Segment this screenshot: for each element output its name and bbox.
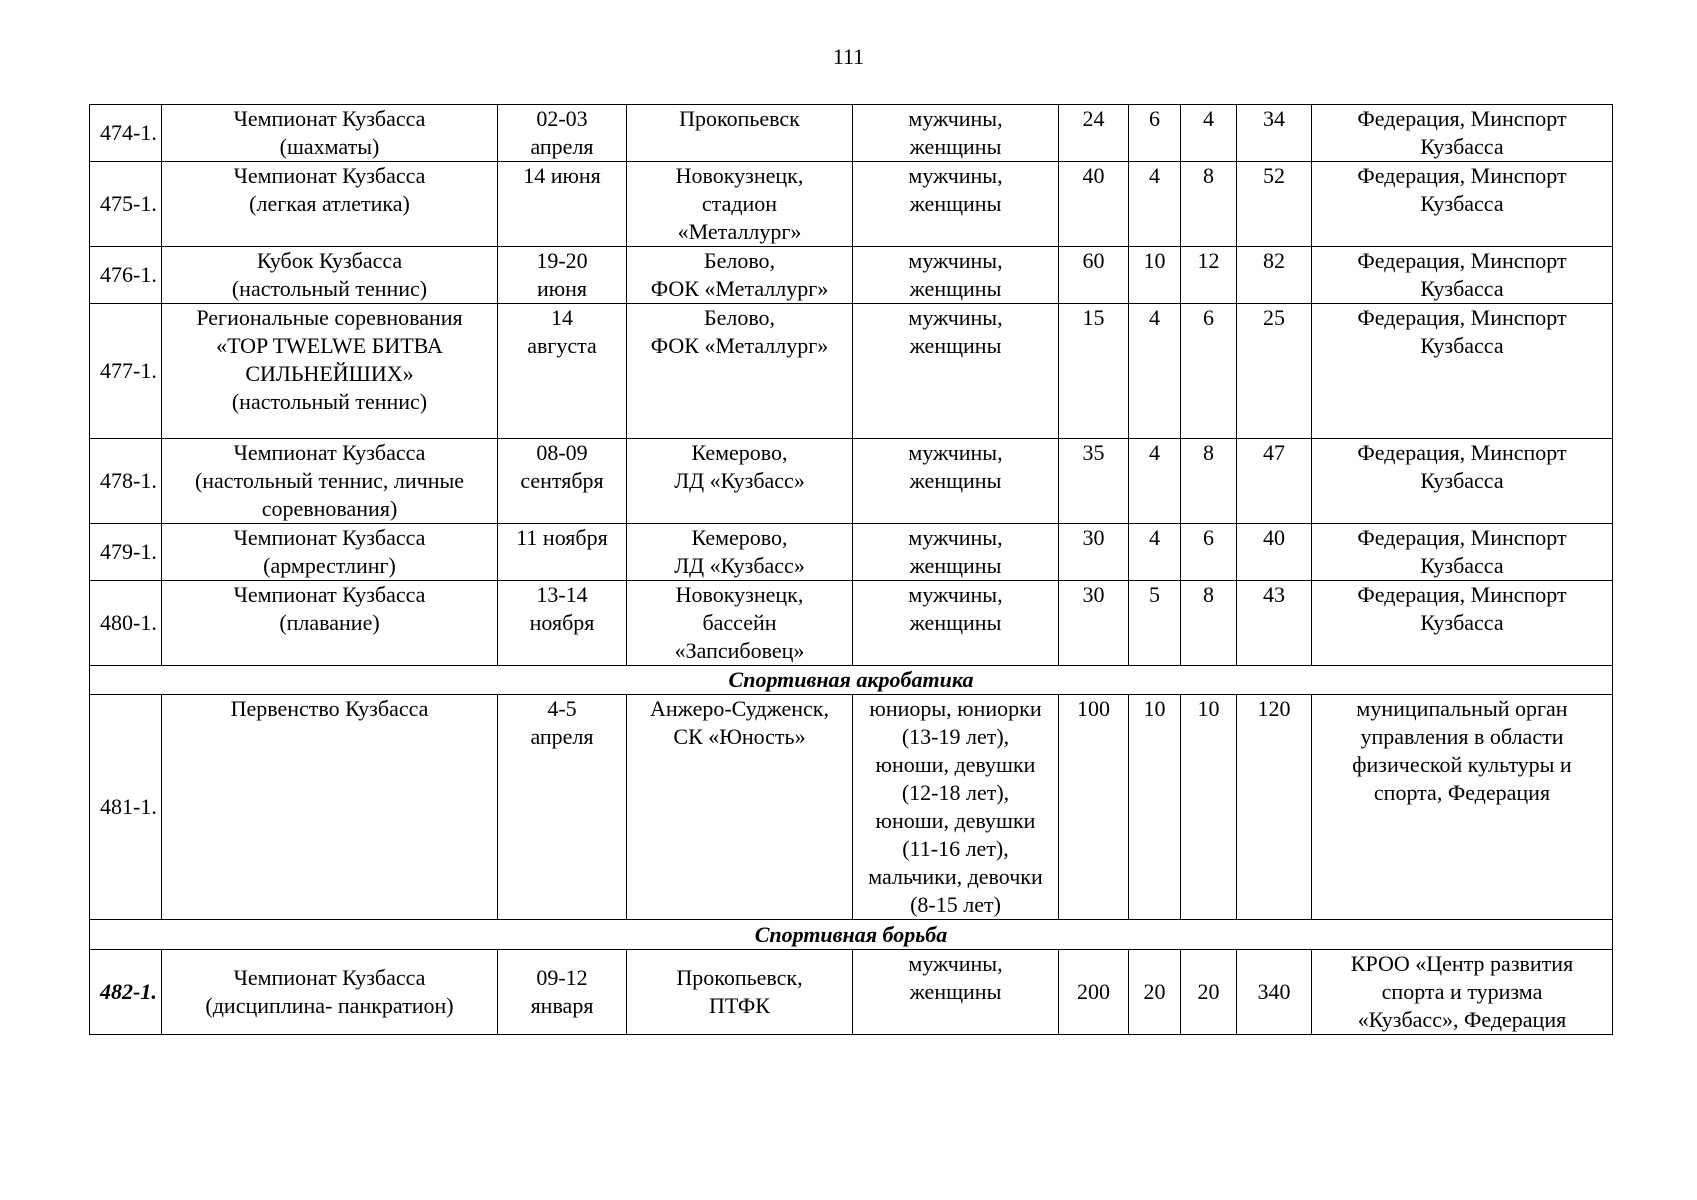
event-participants-cell bbox=[853, 162, 1059, 247]
organizer-line: Кузбасса bbox=[1420, 610, 1504, 635]
event-dates-line: 19-20 bbox=[536, 248, 588, 273]
event-dates-line: августа bbox=[527, 333, 597, 358]
organizer-cell bbox=[1312, 695, 1613, 920]
event-name-line: Первенство Кузбасса bbox=[230, 696, 429, 721]
total-count-cell: 120 bbox=[1237, 695, 1312, 920]
event-name-line: (дисциплина- панкратион) bbox=[205, 993, 454, 1018]
organizer-cell bbox=[1312, 524, 1613, 581]
count-1-cell: 40 bbox=[1059, 162, 1129, 247]
event-place-cell bbox=[627, 439, 853, 524]
page-number: 111 bbox=[832, 44, 865, 69]
organizer-line: Кузбасса bbox=[1420, 191, 1504, 216]
event-participants-line: мужчины, bbox=[908, 582, 1003, 607]
event-dates-cell bbox=[498, 247, 627, 304]
event-participants-line: женщины bbox=[909, 333, 1002, 358]
event-name-line: Чемпионат Кузбасса bbox=[233, 163, 426, 188]
count-2-cell: 6 bbox=[1129, 105, 1181, 162]
events-table bbox=[89, 104, 1613, 1035]
event-dates-line: 02-03 bbox=[536, 106, 588, 131]
event-place-cell bbox=[627, 162, 853, 247]
organizer-cell bbox=[1312, 304, 1613, 439]
count-3-cell: 8 bbox=[1181, 581, 1237, 666]
event-participants-line: женщины bbox=[909, 610, 1002, 635]
table-row bbox=[90, 695, 1613, 920]
event-dates-line: 09-12 bbox=[536, 965, 588, 990]
event-name-cell bbox=[162, 247, 498, 304]
organizer-line: Кузбасса bbox=[1420, 276, 1504, 301]
organizer-cell bbox=[1312, 162, 1613, 247]
event-number-cell: 477-1. bbox=[90, 304, 162, 439]
organizer-line: Федерация, Минспорт bbox=[1357, 248, 1567, 273]
event-participants-line: мужчины, bbox=[908, 106, 1003, 131]
organizer-line: управления в области bbox=[1360, 724, 1564, 749]
count-3-cell: 4 bbox=[1181, 105, 1237, 162]
event-name-cell bbox=[162, 304, 498, 439]
count-1-cell: 24 bbox=[1059, 105, 1129, 162]
event-place-cell bbox=[627, 105, 853, 162]
count-3-cell: 6 bbox=[1181, 524, 1237, 581]
total-count-cell: 34 bbox=[1237, 105, 1312, 162]
event-participants-line: (12-18 лет), bbox=[901, 780, 1010, 805]
total-count-cell: 82 bbox=[1237, 247, 1312, 304]
event-dates-cell bbox=[498, 105, 627, 162]
event-participants-line: мужчины, bbox=[908, 440, 1003, 465]
table-row bbox=[90, 304, 1613, 439]
event-dates-line: ноября bbox=[529, 610, 595, 635]
count-3-cell: 8 bbox=[1181, 439, 1237, 524]
event-name-line: Чемпионат Кузбасса bbox=[233, 965, 426, 990]
event-name-line: Чемпионат Кузбасса bbox=[233, 582, 426, 607]
event-place-line: СК «Юность» bbox=[673, 724, 806, 749]
table-row bbox=[90, 950, 1613, 1035]
event-number-cell: 475-1. bbox=[90, 162, 162, 247]
count-2-cell: 4 bbox=[1129, 304, 1181, 439]
count-1-cell: 200 bbox=[1059, 950, 1129, 1035]
section-header-row bbox=[90, 920, 1613, 950]
count-1-cell: 35 bbox=[1059, 439, 1129, 524]
table-row bbox=[90, 162, 1613, 247]
event-name-cell bbox=[162, 105, 498, 162]
count-2-cell: 5 bbox=[1129, 581, 1181, 666]
table-row bbox=[90, 105, 1613, 162]
event-place-line: ЛД «Кузбасс» bbox=[674, 468, 805, 493]
count-1-cell: 15 bbox=[1059, 304, 1129, 439]
table-row bbox=[90, 247, 1613, 304]
event-name-line: (легкая атлетика) bbox=[249, 191, 410, 216]
organizer-line: спорта, Федерация bbox=[1373, 780, 1551, 805]
organizer-line: Федерация, Минспорт bbox=[1357, 305, 1567, 330]
event-place-cell bbox=[627, 304, 853, 439]
count-1-cell: 30 bbox=[1059, 581, 1129, 666]
organizer-line: Кузбасса bbox=[1420, 134, 1504, 159]
event-participants-line: юноши, девушки bbox=[875, 808, 1036, 833]
event-participants-line: женщины bbox=[909, 276, 1002, 301]
organizer-line: Федерация, Минспорт bbox=[1357, 582, 1567, 607]
event-participants-line: мужчины, bbox=[908, 248, 1003, 273]
event-place-cell bbox=[627, 524, 853, 581]
table-row bbox=[90, 581, 1613, 666]
table-row bbox=[90, 439, 1613, 524]
event-place-line: ПТФК bbox=[709, 993, 770, 1018]
event-dates-line: апреля bbox=[530, 724, 594, 749]
event-place-cell bbox=[627, 581, 853, 666]
event-number-cell: 481-1. bbox=[90, 695, 162, 920]
event-place-line: Прокопьевск bbox=[679, 106, 800, 131]
event-place-line: стадион bbox=[701, 191, 778, 216]
event-participants-line: (13-19 лет), bbox=[901, 724, 1010, 749]
event-participants-line: женщины bbox=[909, 979, 1002, 1004]
event-number-cell: 476-1. bbox=[90, 247, 162, 304]
event-name-line: соревнования) bbox=[261, 496, 398, 521]
organizer-line: Федерация, Минспорт bbox=[1357, 525, 1567, 550]
event-place-line: ФОК «Металлург» bbox=[650, 276, 829, 301]
event-dates-line: 14 июня bbox=[523, 163, 601, 188]
event-place-cell bbox=[627, 695, 853, 920]
event-name-cell bbox=[162, 950, 498, 1035]
event-participants-line: мужчины, bbox=[908, 163, 1003, 188]
count-2-cell: 4 bbox=[1129, 162, 1181, 247]
organizer-cell bbox=[1312, 247, 1613, 304]
event-name-cell bbox=[162, 581, 498, 666]
organizer-cell bbox=[1312, 581, 1613, 666]
event-participants-cell bbox=[853, 581, 1059, 666]
event-number-cell: 480-1. bbox=[90, 581, 162, 666]
event-dates-cell bbox=[498, 162, 627, 247]
event-participants-line: женщины bbox=[909, 553, 1002, 578]
event-participants-cell bbox=[853, 695, 1059, 920]
event-place-line: Кемерово, bbox=[691, 440, 788, 465]
event-name-line: Чемпионат Кузбасса bbox=[233, 525, 426, 550]
total-count-cell: 25 bbox=[1237, 304, 1312, 439]
event-dates-line: апреля bbox=[530, 134, 594, 159]
event-number-cell: 482-1. bbox=[90, 950, 162, 1035]
event-name-line: (настольный теннис) bbox=[231, 276, 428, 301]
event-dates-line: сентября bbox=[520, 468, 604, 493]
event-dates-line: 14 bbox=[551, 305, 573, 330]
count-2-cell: 10 bbox=[1129, 695, 1181, 920]
event-name-line: (армрестлинг) bbox=[263, 553, 396, 578]
event-participants-line: мужчины, bbox=[908, 525, 1003, 550]
count-3-cell: 20 bbox=[1181, 950, 1237, 1035]
count-2-cell: 10 bbox=[1129, 247, 1181, 304]
event-place-line: Белово, bbox=[703, 248, 776, 273]
event-place-line: «Металлург» bbox=[677, 219, 802, 244]
organizer-line: спорта и туризма bbox=[1381, 979, 1543, 1004]
event-participants-line: женщины bbox=[909, 468, 1002, 493]
event-dates-cell bbox=[498, 439, 627, 524]
count-3-cell: 8 bbox=[1181, 162, 1237, 247]
organizer-line: КРОО «Центр развития bbox=[1350, 951, 1574, 976]
event-participants-cell bbox=[853, 439, 1059, 524]
event-name-cell bbox=[162, 439, 498, 524]
organizer-line: физической культуры и bbox=[1352, 752, 1572, 777]
event-name-cell bbox=[162, 162, 498, 247]
event-participants-line: (11-16 лет), bbox=[902, 836, 1009, 861]
event-participants-line: юниоры, юниорки bbox=[869, 696, 1042, 721]
event-participants-line: (8-15 лет) bbox=[910, 892, 1001, 917]
event-dates-line: 11 ноября bbox=[516, 525, 608, 550]
event-participants-line: мужчины, bbox=[908, 951, 1003, 976]
section-title: Спортивная борьба bbox=[90, 920, 1613, 950]
total-count-cell: 52 bbox=[1237, 162, 1312, 247]
event-place-cell bbox=[627, 247, 853, 304]
organizer-line: «Кузбасс», Федерация bbox=[1357, 1007, 1567, 1032]
total-count-cell: 340 bbox=[1237, 950, 1312, 1035]
event-participants-line: мальчики, девочки bbox=[868, 864, 1043, 889]
event-place-line: ЛД «Кузбасс» bbox=[674, 553, 805, 578]
event-participants-line: мужчины, bbox=[908, 305, 1003, 330]
event-number-cell: 478-1. bbox=[90, 439, 162, 524]
event-place-line: «Запсибовец» bbox=[674, 638, 805, 663]
event-dates-line: 13-14 bbox=[536, 582, 588, 607]
event-participants-cell bbox=[853, 524, 1059, 581]
count-3-cell: 10 bbox=[1181, 695, 1237, 920]
event-place-line: бассейн bbox=[702, 610, 777, 635]
event-dates-line: 4-5 bbox=[547, 696, 577, 721]
total-count-cell: 43 bbox=[1237, 581, 1312, 666]
event-dates-cell bbox=[498, 524, 627, 581]
count-1-cell: 60 bbox=[1059, 247, 1129, 304]
event-participants-cell bbox=[853, 950, 1059, 1035]
event-place-line: Прокопьевск, bbox=[676, 965, 803, 990]
organizer-line: Кузбасса bbox=[1420, 553, 1504, 578]
event-dates-cell bbox=[498, 950, 627, 1035]
total-count-cell: 47 bbox=[1237, 439, 1312, 524]
event-place-line: Белово, bbox=[703, 305, 776, 330]
organizer-line: Федерация, Минспорт bbox=[1357, 106, 1567, 131]
event-participants-cell bbox=[853, 105, 1059, 162]
event-name-line: Региональные соревнования bbox=[196, 305, 463, 330]
table-row bbox=[90, 524, 1613, 581]
organizer-cell bbox=[1312, 950, 1613, 1035]
organizer-line: Кузбасса bbox=[1420, 333, 1504, 358]
organizer-line: Кузбасса bbox=[1420, 468, 1504, 493]
event-name-line: (шахматы) bbox=[279, 134, 380, 159]
section-title: Спортивная акробатика bbox=[90, 666, 1613, 695]
event-dates-cell bbox=[498, 304, 627, 439]
section-header-row bbox=[90, 666, 1613, 695]
event-name-cell bbox=[162, 695, 498, 920]
event-place-line: Кемерово, bbox=[691, 525, 788, 550]
event-name-line: (плавание) bbox=[279, 610, 380, 635]
table-body bbox=[90, 105, 1613, 1035]
organizer-cell bbox=[1312, 439, 1613, 524]
event-dates-cell bbox=[498, 695, 627, 920]
organizer-line: Федерация, Минспорт bbox=[1357, 440, 1567, 465]
event-dates-line: июня bbox=[536, 276, 588, 301]
organizer-line: Федерация, Минспорт bbox=[1357, 163, 1567, 188]
count-3-cell: 12 bbox=[1181, 247, 1237, 304]
event-participants-cell bbox=[853, 247, 1059, 304]
event-number-cell: 479-1. bbox=[90, 524, 162, 581]
event-place-line: Новокузнецк, bbox=[675, 582, 804, 607]
event-name-line: Чемпионат Кузбасса bbox=[233, 440, 426, 465]
event-participants-cell bbox=[853, 304, 1059, 439]
event-place-line: ФОК «Металлург» bbox=[650, 333, 829, 358]
count-2-cell: 4 bbox=[1129, 524, 1181, 581]
event-participants-line: женщины bbox=[909, 191, 1002, 216]
event-place-line: Анжеро-Судженск, bbox=[650, 696, 829, 721]
total-count-cell: 40 bbox=[1237, 524, 1312, 581]
count-1-cell: 30 bbox=[1059, 524, 1129, 581]
event-dates-line: 08-09 bbox=[536, 440, 588, 465]
event-participants-line: женщины bbox=[909, 134, 1002, 159]
event-name-cell bbox=[162, 524, 498, 581]
event-dates-cell bbox=[498, 581, 627, 666]
event-dates-line: января bbox=[530, 993, 594, 1018]
count-2-cell: 20 bbox=[1129, 950, 1181, 1035]
event-name-line: «TOP TWELWE БИТВА bbox=[216, 333, 443, 358]
event-place-line: Новокузнецк, bbox=[675, 163, 804, 188]
organizer-cell bbox=[1312, 105, 1613, 162]
event-name-line: (настольный теннис) bbox=[231, 389, 428, 414]
event-place-cell bbox=[627, 950, 853, 1035]
organizer-line: муниципальный орган bbox=[1356, 696, 1568, 721]
event-participants-line: юноши, девушки bbox=[875, 752, 1036, 777]
count-1-cell: 100 bbox=[1059, 695, 1129, 920]
event-name-line: Чемпионат Кузбасса bbox=[233, 106, 426, 131]
event-name-line: Кубок Кузбасса bbox=[256, 248, 403, 273]
count-3-cell: 6 bbox=[1181, 304, 1237, 439]
event-name-line: СИЛЬНЕЙШИХ» bbox=[245, 361, 414, 386]
event-name-line: (настольный теннис, личные bbox=[194, 468, 465, 493]
event-number-cell: 474-1. bbox=[90, 105, 162, 162]
count-2-cell: 4 bbox=[1129, 439, 1181, 524]
